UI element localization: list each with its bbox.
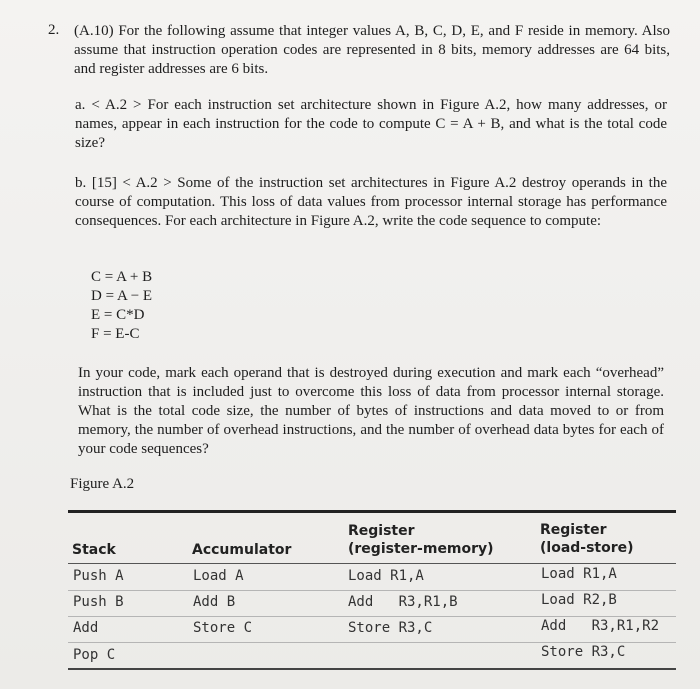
follow-up-text: In your code, mark each operand that is destroyed during execution and mark each “overhead” instruction that is included just to overcome this loss of data from processor internal storage. What is the total code size, the number of bytes of instructions and data moved to or from memory, the number of overhead instructions, and the number of overhead data bytes for each of your code sequences? bbox=[78, 365, 664, 457]
header-register-memory-line2: (register-memory) bbox=[348, 541, 494, 557]
header-register-memory bbox=[348, 522, 494, 558]
header-accumulator: Accumulator bbox=[192, 542, 292, 558]
equation-3: E = C*D bbox=[91, 307, 145, 323]
header-stack: Stack bbox=[72, 542, 116, 558]
register-memory-cell: Load R1,A bbox=[348, 568, 424, 584]
stack-cell: Pop C bbox=[73, 647, 116, 663]
table-row-rule bbox=[68, 590, 676, 591]
load-store-cell: Load R2,B bbox=[541, 592, 617, 608]
equation-1: C = A + B bbox=[91, 269, 153, 285]
accumulator-cell: Add B bbox=[193, 594, 236, 610]
part-b-text: b. [15] < A.2 > Some of the instruction set architectures in Figure A.2 destroy operands in the course of computation. This loss of data values from processor internal storage has performance consequences. For each architecture in Figure A.2, write the code sequence to compute: bbox=[75, 175, 667, 229]
question-intro: (A.10) For the following assume that integer values A, B, C, D, E, and F reside in memory. Also assume that instruction operation codes are represented in 8 bits, memory addresses are 64 bits, and register addresses are 6 bits. bbox=[74, 23, 670, 77]
part-a-text: a. < A.2 > For each instruction set architecture shown in Figure A.2, how many addresses, or names, appear in each instruction for the code to compute C = A + B, and what is the total code size? bbox=[75, 97, 667, 151]
stack-cell: Push A bbox=[73, 568, 124, 584]
header-load-store-line1: Register bbox=[540, 522, 607, 538]
accumulator-cell: Store C bbox=[193, 620, 253, 636]
register-memory-cell: Store R3,C bbox=[348, 620, 433, 636]
table-row-rule bbox=[68, 616, 676, 617]
header-register-memory-line1: Register bbox=[348, 523, 415, 539]
load-store-cell: Add R3,R1,R2 bbox=[541, 618, 660, 634]
header-load-store bbox=[540, 521, 634, 557]
header-load-store-line2: (load-store) bbox=[540, 540, 634, 556]
stack-cell: Push B bbox=[73, 594, 124, 610]
equation-4: F = E-C bbox=[91, 326, 140, 342]
load-store-cell: Store R3,C bbox=[541, 644, 626, 660]
register-memory-cell: Add R3,R1,B bbox=[348, 594, 458, 610]
table-bottom-rule bbox=[68, 668, 676, 670]
equation-2: D = A − E bbox=[91, 288, 153, 304]
accumulator-cell: Load A bbox=[193, 568, 244, 584]
table-row-rule bbox=[68, 642, 676, 643]
figure-label: Figure A.2 bbox=[70, 476, 135, 492]
table-top-rule bbox=[68, 510, 676, 513]
stack-cell: Add bbox=[73, 620, 99, 636]
load-store-cell: Load R1,A bbox=[541, 566, 617, 582]
equation-list bbox=[91, 268, 152, 344]
question-number: 2. bbox=[48, 22, 60, 38]
table-header-rule bbox=[68, 563, 676, 564]
